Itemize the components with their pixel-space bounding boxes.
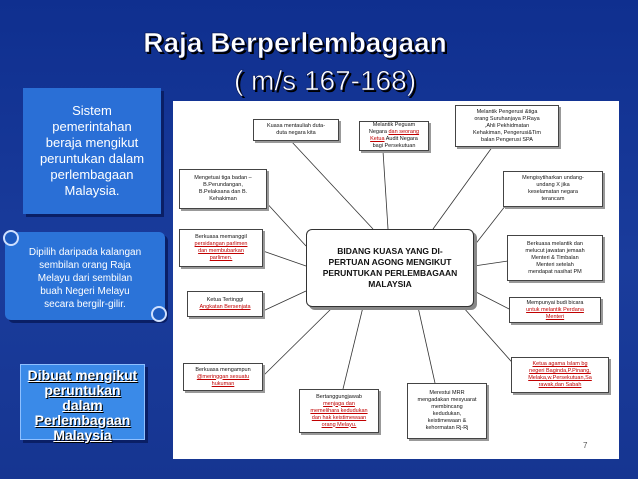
node-malay-rights-text-a: Bertanggungjawab xyxy=(316,393,362,400)
page-number: 7 xyxy=(583,441,588,450)
slide-title: Raja Berperlembagaan xyxy=(143,27,447,58)
node-pardon xyxy=(183,363,263,391)
node-pardon-text-a: Berkuasa mengampun xyxy=(195,366,251,373)
node-ministers: Berkuasa melantik dan melucut jawatan jemaah Menteri & Timbalan Menteri setelah mendapat nasihat PM xyxy=(507,235,603,281)
node-islam-head-text: Ketua agama Islam bg negeri Baginda,P.Pinang, Melaka,w.Persekutuan,Sa rawak,dan Sabah xyxy=(528,361,592,388)
node-prime-minister xyxy=(509,297,601,323)
constitution-note-box: Dibuat mengikut peruntukan dalam Perlembagaan Malaysia xyxy=(20,364,145,440)
node-commissions: Melantik Pengerusi &tiga orang Suruhanjaya P.Raya ,Ahli Pekhidmatan Kehakiman, Pengerusi&Tim balan Pengerusi SPA xyxy=(455,105,559,147)
mindmap-panel xyxy=(173,101,619,459)
node-rulers-conference: Merestui MRR mengadakan mesyuarat membincang kedudukan, keistimewaan & kehormatan Rj-Rj xyxy=(407,383,487,439)
node-attorney-general-text-b: dan seorang Ketua xyxy=(370,129,420,142)
node-ambassadors: Kuasa mentauliah duta- duta negara kita xyxy=(253,119,339,141)
node-parliament-text-b: persidangan parlimen dan membubarkan parlimen. xyxy=(194,241,248,261)
selection-scroll-box: Dipilih daripada kalangan sembilan orang Raja Melayu dari sembilan buah Negeri Melayu secara bergilr-gilir. xyxy=(5,232,165,320)
node-attorney-general-text-c: Audit Negara bagi Persekutuan xyxy=(372,136,418,149)
system-description-box: Sistem pemerintahan beraja mengikut peruntukan dalam perlembagaan Malaysia. xyxy=(23,88,161,214)
node-attorney-general xyxy=(359,121,429,151)
mindmap-center-node: BIDANG KUASA YANG DI- PERTUAN AGONG MENGIKUT PERUNTUKAN PERLEMBAGAAN MALAYSIA xyxy=(306,229,474,307)
node-malay-rights xyxy=(299,389,379,433)
node-armed-forces xyxy=(187,291,263,317)
node-prime-minister-text-b: untuk melantik Perdana Menteri xyxy=(526,306,584,320)
node-islam-head xyxy=(511,357,609,393)
node-armed-forces-text-b: Angkatan Bersenjata xyxy=(199,304,251,310)
node-armed-forces-text-a: Ketua Tertinggi xyxy=(206,297,244,303)
node-attorney-general-text-a: Melantik Peguam Negara xyxy=(368,122,416,135)
node-three-bodies: Mengetuai tiga badan – B.Perundangan, B.Pelaksana dan B. Kehakiman xyxy=(179,169,267,209)
node-emergency-law: Mengisytiharkan undang- undang X jika keselamatan negara terancam xyxy=(503,171,603,207)
node-parliament-text-a: Berkuasa memanggil xyxy=(195,234,247,240)
slide-subtitle: ( m/s 167-168) xyxy=(233,65,417,96)
node-prime-minister-text-a: Mempunyai budi bicara xyxy=(526,299,584,306)
node-pardon-text-b: @meringgan sesuatu hukuman xyxy=(196,373,250,387)
node-parliament xyxy=(179,229,263,267)
node-malay-rights-text-b: menjaga dan memelihara kedudukan dan hak keistimewaan orang Melayu. xyxy=(310,400,368,428)
